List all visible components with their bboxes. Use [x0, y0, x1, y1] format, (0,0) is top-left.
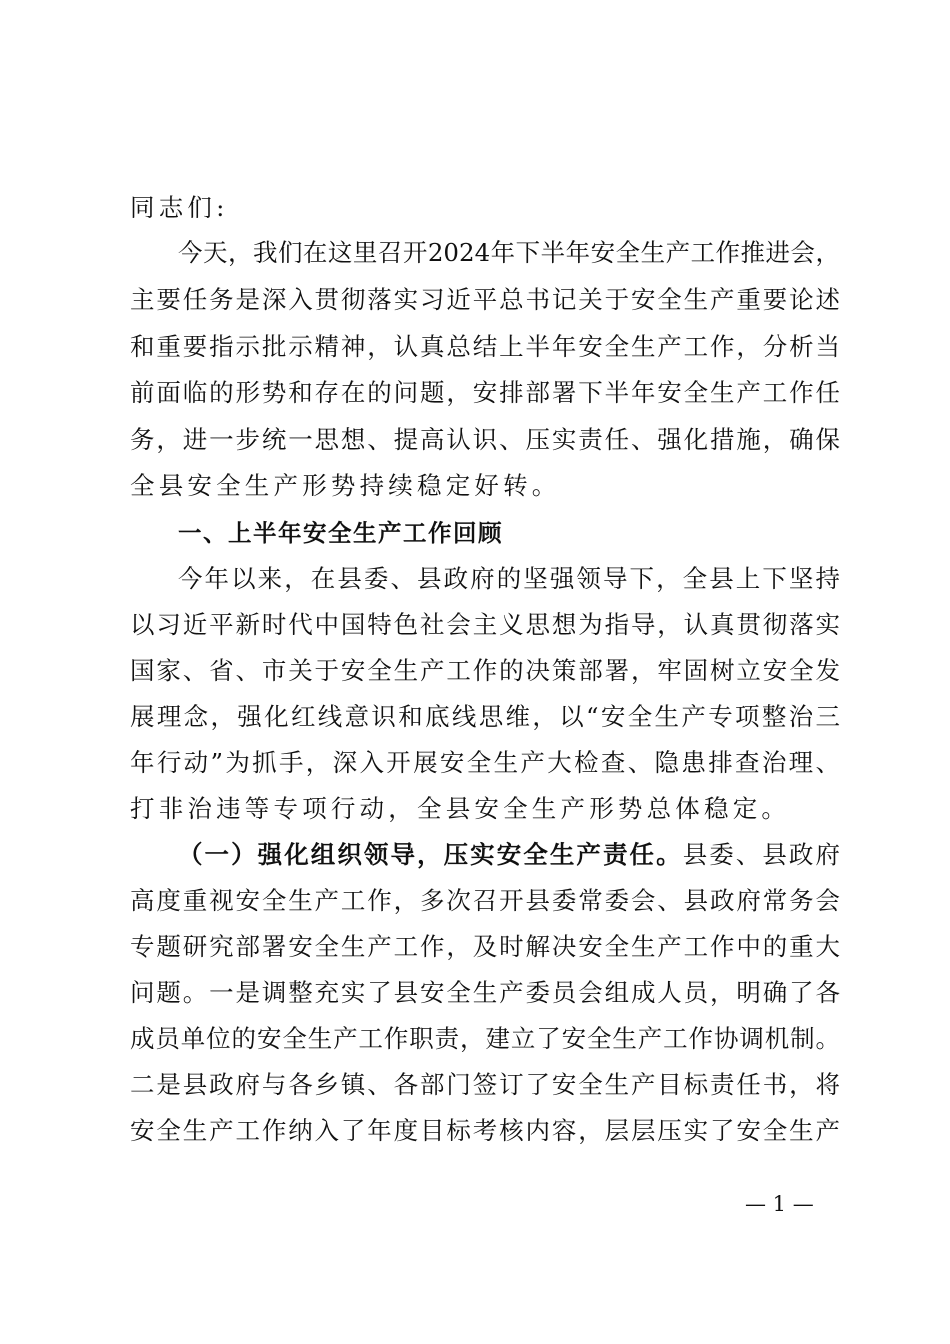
intro-line-2: 主要任务是深入贯彻落实习近平总书记关于安全生产重要论述 — [130, 285, 840, 314]
intro-line-1: 今天，我们在这里召开2024年下半年安全生产工作推进会， — [178, 238, 840, 267]
subsection1-line-2: 高度重视安全生产工作，多次召开县委常委会、县政府常务会 — [130, 886, 840, 915]
page-number: — 1 — — [745, 1192, 814, 1216]
subsection1-line-6: 二是县政府与各乡镇、各部门签订了安全生产目标责任书，将 — [130, 1070, 840, 1099]
intro-line-5: 务，进一步统一思想、提高认识、压实责任、强化措施，确保 — [130, 425, 840, 454]
section-heading: 一、上半年安全生产工作回顾 — [178, 519, 503, 547]
subsection1-line-1 — [178, 832, 840, 878]
section1-line-2: 以习近平新时代中国特色社会主义思想为指导，认真贯彻落实 — [130, 610, 840, 639]
intro-line-6: 全县安全生产形势持续稳定好转。 — [130, 471, 561, 500]
subsection1-line-5: 成员单位的安全生产工作职责，建立了安全生产工作协调机制。 — [130, 1024, 840, 1053]
subsection1-line-3: 专题研究部署安全生产工作，及时解决安全生产工作中的重大 — [130, 932, 840, 961]
subsection1-first-line-rest: 县委、县政府 — [682, 840, 840, 869]
subsection1-line-4: 问题。一是调整充实了县安全生产委员会组成人员，明确了各 — [130, 978, 840, 1007]
section1-line-6: 打非治违等专项行动，全县安全生产形势总体稳定。 — [130, 794, 791, 823]
section1-line-3: 国家、省、市关于安全生产工作的决策部署，牢固树立安全发 — [130, 656, 840, 685]
salutation: 同志们: — [130, 193, 229, 222]
subsection-title: （一）强化组织领导，压实安全生产责任。 — [178, 840, 683, 869]
section1-line-1: 今年以来，在县委、县政府的坚强领导下，全县上下坚持 — [178, 564, 840, 593]
subsection1-line-7: 安全生产工作纳入了年度目标考核内容，层层压实了安全生产 — [130, 1116, 840, 1145]
intro-line-3: 和重要指示批示精神，认真总结上半年安全生产工作，分析当 — [130, 332, 840, 361]
section1-line-4: 展理念，强化红线意识和底线思维，以“安全生产专项整治三 — [130, 702, 840, 731]
intro-line-4: 前面临的形势和存在的问题，安排部署下半年安全生产工作任 — [130, 378, 840, 407]
section1-line-5: 年行动”为抓手，深入开展安全生产大检查、隐患排查治理、 — [130, 748, 840, 777]
